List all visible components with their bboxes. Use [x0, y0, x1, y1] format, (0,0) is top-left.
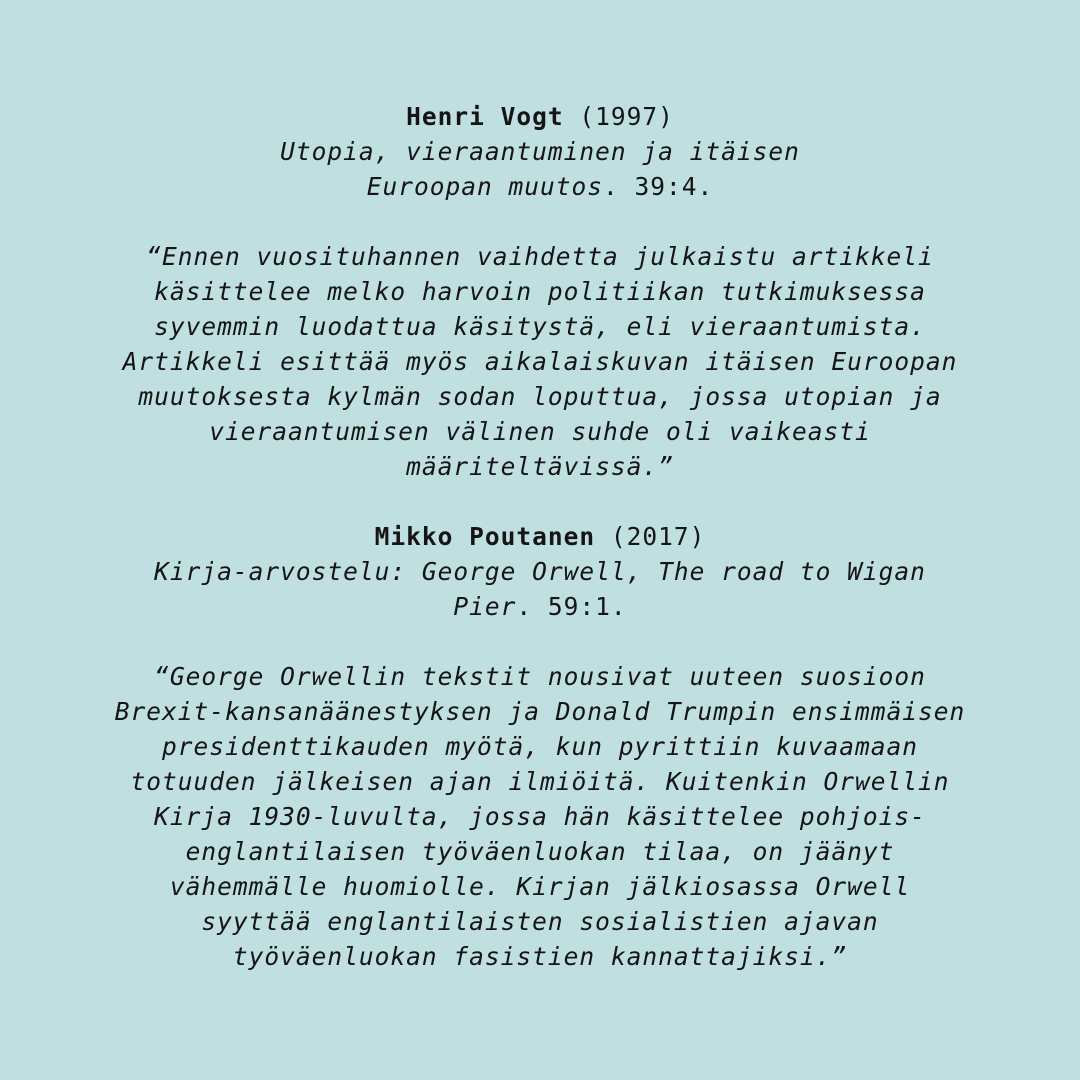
citation-heading	[0, 99, 1080, 134]
quote-line: Brexit-kansanäänestyksen ja Donald Trumpin ensimmäisen	[114, 697, 966, 726]
quote-line: syvemmin luodattua käsitystä, eli vieraantumista.	[154, 312, 926, 341]
quote-line: määriteltävissä.”	[406, 452, 674, 481]
article-title-line	[0, 169, 1080, 204]
quote-line: totuuden jälkeisen ajan ilmiöitä. Kuitenkin Orwellin	[130, 767, 950, 796]
spacer	[0, 624, 1080, 659]
article-title-line: Utopia, vieraantuminen ja itäisen	[280, 137, 800, 166]
quote-line: “Ennen vuosituhannen vaihdetta julkaistu artikkeli	[146, 242, 934, 271]
quote-line: muutoksesta kylmän sodan loputtua, jossa utopian ja	[138, 382, 942, 411]
quote-line: vähemmälle huomiolle. Kirjan jälkiosassa Orwell	[169, 872, 911, 901]
spacer	[0, 204, 1080, 239]
quote-line: käsittelee melko harvoin politiikan tutkimuksessa	[154, 277, 926, 306]
article-title-end: Pier	[453, 592, 517, 621]
article-title-end: Euroopan muutos	[366, 172, 603, 201]
quote-line: Kirja 1930-luvulta, jossa hän käsittelee pohjois-	[154, 802, 926, 831]
reference-entry	[0, 99, 1080, 484]
author-name: Henri Vogt	[406, 102, 564, 131]
quote-line: vieraantumisen välinen suhde oli vaikeasti	[209, 417, 871, 446]
quote-line: Artikkeli esittää myös aikalaiskuvan itäisen Euroopan	[122, 347, 958, 376]
publication-year: (1997)	[579, 102, 674, 131]
quote-line: syyttää englantilaisten sosialistien ajavan	[201, 907, 879, 936]
article-title-line	[0, 589, 1080, 624]
quote-line: “George Orwellin tekstit nousivat uuteen suosioon	[154, 662, 926, 691]
article-title-line: Kirja-arvostelu: George Orwell, The road to Wigan	[154, 557, 926, 586]
journal-issue: . 59:1.	[516, 592, 627, 621]
author-name: Mikko Poutanen	[374, 522, 596, 551]
journal-issue: . 39:4.	[603, 172, 714, 201]
quote-line: työväenluokan fasistien kannattajiksi.”	[232, 942, 848, 971]
citation-heading	[0, 519, 1080, 554]
reference-entry	[0, 519, 1080, 974]
quote-line: presidenttikauden myötä, kun pyrittiin kuvaamaan	[161, 732, 918, 761]
publication-year: (2017)	[610, 522, 706, 551]
quote-line: englantilaisen työväenluokan tilaa, on jäänyt	[185, 837, 895, 866]
